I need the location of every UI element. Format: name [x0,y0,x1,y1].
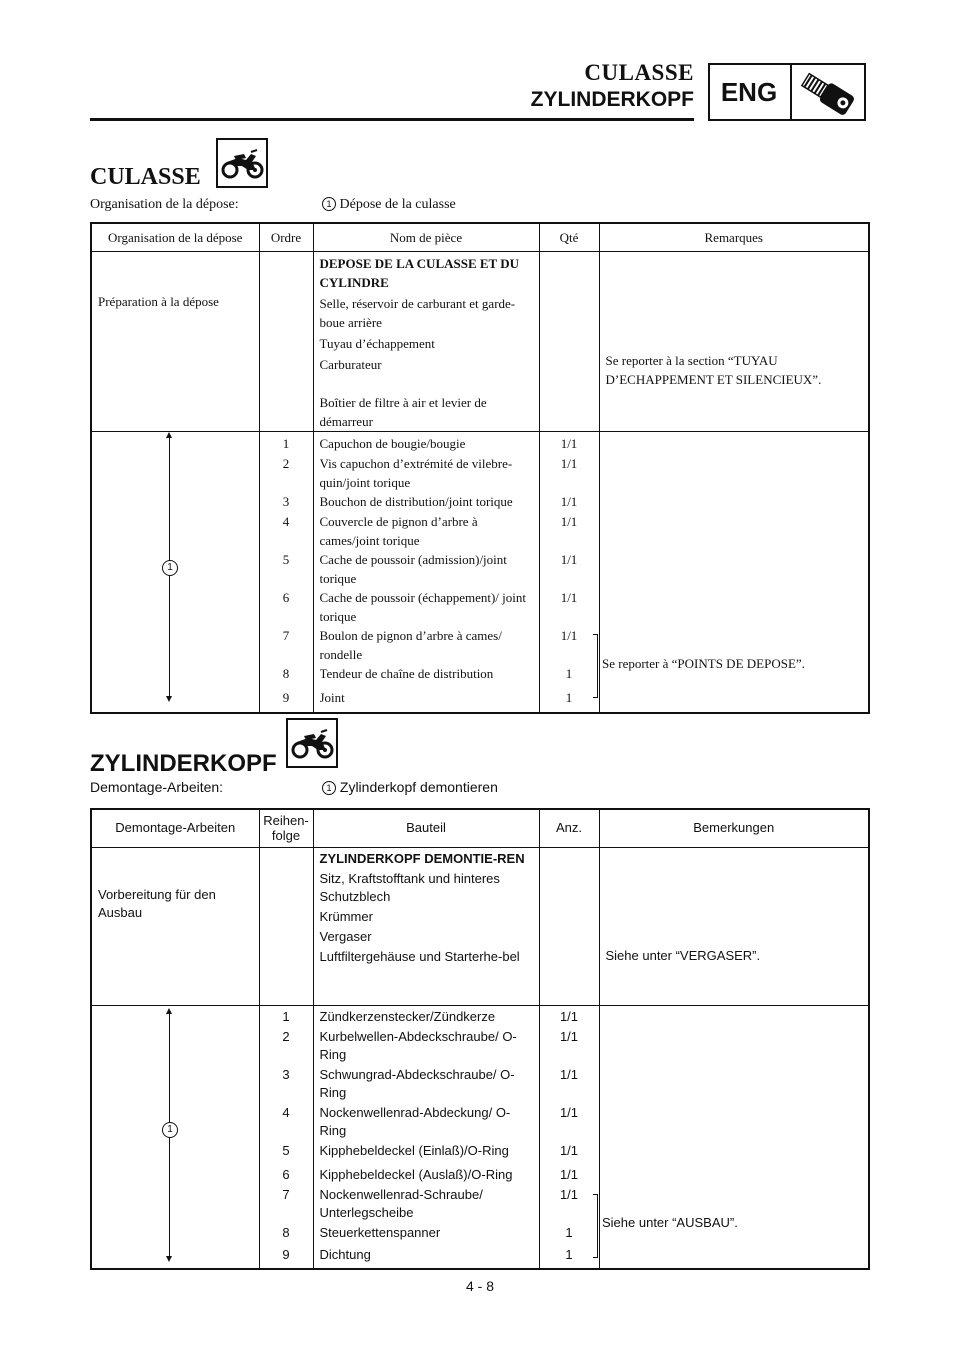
step-name: Steuerkettenspanner [319,1224,441,1240]
step-qty: 1 [565,1246,573,1262]
prep-group [91,847,259,1005]
step-order: 3 [282,493,290,509]
subtitle-text-fr: Dépose de la culasse [339,197,456,212]
list-item: Luftfiltergehäuse und Starterhe-bel [319,948,520,964]
col-header: Ordre [259,223,313,251]
step-name: Joint [319,689,345,705]
prep-row [91,251,869,431]
step-qty: 1/1 [559,1166,579,1182]
step-name: Dichtung [319,1246,371,1262]
step-order: 9 [282,689,290,705]
engine-icon [796,69,862,117]
col-header: Bauteil [313,809,539,847]
step-name: Kipphebeldeckel (Auslaß)/O-Ring [319,1166,513,1182]
col-header: Reihen-folge [259,809,313,847]
col-header: Qté [539,223,599,251]
header-rule [90,118,694,121]
step-name: Nockenwellenrad-Abdeckung/ O-Ring [319,1104,511,1138]
table-header-row [91,223,869,251]
col-header: Bemerkungen [599,809,869,847]
motorcycle-icon-box [286,718,338,768]
step-order: 7 [282,1186,290,1202]
list-item: DEPOSE DE LA CULASSE ET DU CYLINDRE [319,255,520,290]
step-qty: 1/1 [560,551,578,567]
list-item: Tuyau d’échappement [319,335,435,351]
remark-bracket [593,634,598,698]
step-name: Nockenwellenrad-Schraube/ Unterlegscheibe [319,1186,483,1220]
motorcycle-icon [288,720,336,766]
step-name: Tendeur de chaîne de distribution [319,665,494,681]
step-marker: 1 [322,781,336,795]
col-header: Organisation de la dépose [91,223,259,251]
prep-group-label: Vorbereitung für den Ausbau [98,886,216,920]
step-order: 9 [282,1246,290,1262]
step-qty: 1/1 [560,589,578,605]
page-number: 4 - 8 [465,1278,494,1294]
step-name: Kurbelwellen-Abdeckschraube/ O-Ring [319,1028,517,1062]
step-order: 2 [282,455,290,471]
list-item: Krümmer [319,908,373,924]
range-marker: 1 [162,560,178,576]
step-name: Schwungrad-Abdeckschraube/ O-Ring [319,1066,515,1100]
step-marker: 1 [322,197,336,211]
step-order: 4 [282,1104,290,1120]
name-column [313,1005,539,1269]
step-name: Kipphebeldeckel (Einlaß)/O-Ring [319,1142,509,1158]
order-column [259,1005,313,1269]
list-item: ZYLINDERKOPF DEMONTIE-REN [319,850,525,866]
table-header-row [91,809,869,847]
step-qty: 1/1 [559,1142,579,1158]
step-name: Couvercle de pignon d’arbre à cames/joint torique [319,513,478,548]
subtitle-label-fr: Organisation de la dépose: [90,197,239,212]
step-qty: 1/1 [559,1028,579,1044]
header-title-fr: CULASSE [584,60,694,85]
step-name: Vis capuchon d’extrémité de vilebre-quin/joint torique [319,455,513,490]
step-order: 8 [282,1224,290,1240]
col-header: Remarques [599,223,869,251]
list-item: Sitz, Kraftstofftank und hinteres Schutzblech [319,870,500,904]
step-order: 1 [282,1008,290,1024]
step-order: 6 [282,1166,290,1182]
range-marker: 1 [162,1122,178,1138]
step-name: Zündkerzenstecker/Zündkerze [319,1008,496,1024]
steps-remark-fr: Se reporter à “POINTS DE DEPOSE”. [602,656,805,671]
step-name: Capuchon de bougie/bougie [319,435,466,451]
step-order: 2 [282,1028,290,1044]
qty-column [539,431,599,713]
step-order: 8 [282,665,290,681]
section-title-fr: CULASSE [90,164,201,190]
step-order: 5 [282,551,290,567]
step-qty: 1/1 [560,513,578,529]
step-qty: 1 [565,689,573,705]
subtitle-fr [322,197,456,213]
step-qty: 1/1 [560,493,578,509]
list-item: Vergaser [319,928,372,944]
step-qty: 1/1 [559,1186,579,1202]
removal-table-de [90,808,870,1270]
step-qty: 1/1 [559,1066,579,1082]
subtitle-text-de: Zylinderkopf demontieren [339,779,498,795]
step-name: Boulon de pignon d’arbre à cames/ rondelle [319,627,502,662]
steps-remark-de: Siehe unter “AUSBAU”. [602,1215,738,1230]
remark-bracket [593,1194,598,1258]
name-column [313,431,539,713]
section-title-de: ZYLINDERKOPF [90,750,277,777]
prep-remark: Se reporter à la section “TUYAU D’ECHAPPEMENT ET SILENCIEUX”. [599,251,869,431]
step-qty: 1/1 [559,1104,579,1120]
list-item: Boîtier de filtre à air et levier de démarreur [319,394,487,429]
col-header: Demontage-Arbeiten [91,809,259,847]
arrow-down-icon [166,696,172,702]
section-label: ENG [708,63,792,121]
prep-remark: Siehe unter “VERGASER”. [599,847,869,1005]
step-name: Cache de poussoir (échappement)/ joint torique [319,589,526,624]
step-order: 1 [282,435,290,451]
step-order: 7 [282,627,290,643]
list-item: Selle, réservoir de carburant et garde-boue arrière [319,295,516,330]
steps-range [91,1005,259,1269]
step-name: Bouchon de distribution/joint torique [319,493,513,509]
step-qty: 1 [565,665,573,681]
step-order: 4 [282,513,290,529]
step-qty: 1/1 [560,455,578,471]
step-order: 5 [282,1142,290,1158]
col-header: Nom de pièce [313,223,539,251]
step-name: Cache de poussoir (admission)/joint torique [319,551,507,586]
removal-table-fr [90,222,870,714]
motorcycle-icon [218,140,266,186]
list-item: Carburateur [319,356,382,372]
motorcycle-icon-box [216,138,268,188]
step-order: 3 [282,1066,290,1082]
prep-group [91,251,259,431]
qty-column [539,1005,599,1269]
prep-group-label: Préparation à la dépose [98,293,219,309]
col-header: Anz. [539,809,599,847]
step-qty: 1/1 [560,627,578,643]
prep-row [91,847,869,1005]
subtitle-de [322,779,498,795]
step-qty: 1/1 [559,1008,579,1024]
step-qty: 1/1 [560,435,578,451]
order-column [259,431,313,713]
step-qty: 1 [565,1224,573,1240]
steps-row [91,1005,869,1269]
header-title-de: ZYLINDERKOPF [530,88,694,111]
arrow-down-icon [166,1256,172,1262]
step-order: 6 [282,589,290,605]
subtitle-label-de: Demontage-Arbeiten: [90,779,224,795]
